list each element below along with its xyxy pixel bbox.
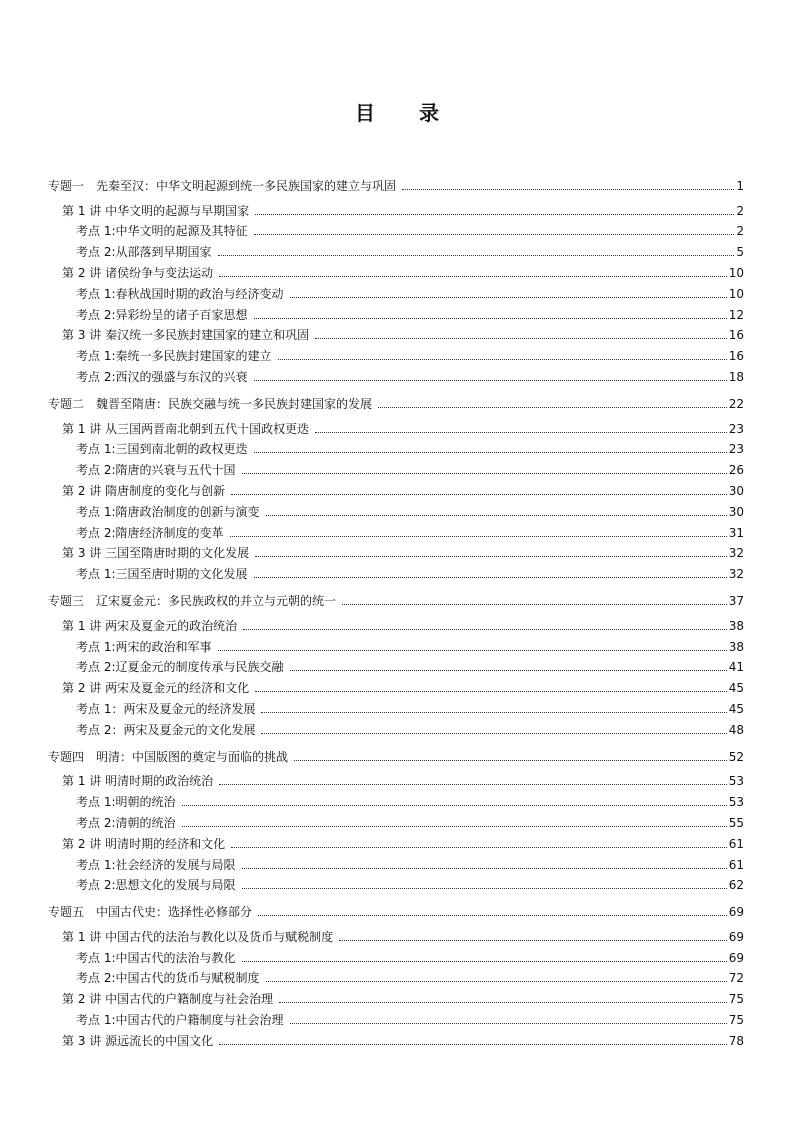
toc-entry-label: 考点 1:三国到南北朝的政权更迭 — [76, 442, 248, 457]
toc-entry-point[interactable] — [48, 695, 744, 716]
toc-entry-label: 专题四 明清：中国版图的奠定与面临的挑战 — [48, 749, 289, 764]
toc-dot-leader — [219, 1044, 727, 1045]
toc-dot-leader — [230, 536, 727, 537]
toc-entry-label: 专题二 魏晋至隋唐：民族交融与统一多民族封建国家的发展 — [48, 396, 373, 411]
toc-dot-leader — [294, 760, 727, 761]
toc-entry-page-number: 75 — [728, 1013, 744, 1028]
toc-entry-topic[interactable] — [48, 898, 744, 919]
toc-entry-page-number: 62 — [728, 878, 744, 893]
toc-dot-leader — [242, 888, 727, 889]
toc-dot-leader — [254, 234, 735, 235]
toc-entry-page-number: 32 — [728, 567, 744, 582]
toc-entry-label: 考点 1:秦统一多民族封建国家的建立 — [76, 349, 272, 364]
toc-dot-leader — [255, 691, 727, 692]
toc-entry-label: 考点 1：两宋及夏金元的经济发展 — [76, 701, 256, 716]
toc-entry-label: 第 3 讲 三国至隋唐时期的文化发展 — [62, 546, 250, 561]
toc-entry-page-number: 78 — [728, 1033, 744, 1048]
toc-entry-point[interactable] — [48, 436, 744, 457]
toc-entry-lecture[interactable] — [48, 197, 744, 218]
toc-entry-page-number: 45 — [728, 701, 744, 716]
toc-entry-lecture[interactable] — [48, 612, 744, 633]
title-char-2: 录 — [419, 101, 439, 125]
toc-entry-label: 考点 1:中华文明的起源及其特征 — [76, 224, 248, 239]
toc-dot-leader — [315, 432, 727, 433]
toc-entry-point[interactable] — [48, 301, 744, 322]
toc-entry-page-number: 48 — [728, 722, 744, 737]
toc-entry-page-number: 26 — [728, 463, 744, 478]
toc-entry-page-number: 30 — [728, 483, 744, 498]
toc-entry-point[interactable] — [48, 809, 744, 830]
toc-entry-lecture[interactable] — [48, 985, 744, 1006]
toc-entry-page-number: 32 — [728, 546, 744, 561]
toc-entry-lecture[interactable] — [48, 259, 744, 280]
toc-entry-page-number: 69 — [728, 929, 744, 944]
toc-dot-leader — [315, 338, 727, 339]
toc-entry-label: 第 2 讲 诸侯纷争与变法运动 — [62, 265, 214, 280]
toc-entry-label: 专题一 先秦至汉：中华文明起源到统一多民族国家的建立与巩固 — [48, 178, 397, 193]
toc-dot-leader — [254, 577, 727, 578]
toc-entry-page-number: 53 — [728, 774, 744, 789]
toc-entry-page-number: 23 — [728, 421, 744, 436]
toc-entry-lecture[interactable] — [48, 1027, 744, 1048]
toc-entry-page-number: 5 — [736, 245, 744, 260]
toc-entry-page-number: 16 — [728, 328, 744, 343]
toc-dot-leader — [342, 604, 727, 605]
toc-entry-label: 考点 2:西汉的强盛与东汉的兴衰 — [76, 369, 248, 384]
toc-entry-label: 考点 2:隋唐经济制度的变革 — [76, 525, 224, 540]
toc-entry-topic[interactable] — [48, 172, 744, 193]
toc-entry-page-number: 61 — [728, 836, 744, 851]
toc-entry-label: 考点 2：两宋及夏金元的文化发展 — [76, 722, 256, 737]
toc-entry-label: 专题五 中国古代史：选择性必修部分 — [48, 905, 253, 920]
toc-entry-page-number: 2 — [736, 224, 744, 239]
toc-entry-page-number: 23 — [728, 442, 744, 457]
toc-entry-page-number: 38 — [728, 639, 744, 654]
toc-entry-lecture[interactable] — [48, 322, 744, 343]
toc-dot-leader — [182, 826, 727, 827]
toc-entry-label: 考点 2:隋唐的兴衰与五代十国 — [76, 463, 236, 478]
page-title — [0, 97, 794, 126]
toc-dot-leader — [290, 1023, 727, 1024]
toc-entry-point[interactable] — [48, 342, 744, 363]
toc-dot-leader — [261, 712, 726, 713]
toc-entry-page-number: 10 — [728, 265, 744, 280]
toc-entry-label: 第 2 讲 明清时期的经济和文化 — [62, 836, 226, 851]
toc-entry-page-number: 12 — [728, 307, 744, 322]
toc-dot-leader — [339, 940, 727, 941]
toc-dot-leader — [402, 189, 734, 190]
toc-entry-page-number: 37 — [728, 593, 744, 608]
toc-entry-label: 专题三 辽宋夏金元：多民族政权的并立与元朝的统一 — [48, 593, 337, 608]
toc-entry-page-number: 75 — [728, 992, 744, 1007]
toc-entry-point[interactable] — [48, 519, 744, 540]
toc-entry-point[interactable] — [48, 280, 744, 301]
toc-entry-label: 第 1 讲 从三国两晋南北朝到五代十国政权更迭 — [62, 421, 310, 436]
toc-entry-label: 第 2 讲 两宋及夏金元的经济和文化 — [62, 681, 250, 696]
toc-dot-leader — [242, 961, 727, 962]
toc-entry-label: 考点 2:清朝的统治 — [76, 815, 176, 830]
toc-entry-label: 考点 2:异彩纷呈的诸子百家思想 — [76, 307, 248, 322]
toc-entry-label: 考点 1:三国至唐时期的文化发展 — [76, 567, 248, 582]
table-of-contents — [48, 172, 744, 1048]
toc-entry-point[interactable] — [48, 560, 744, 581]
toc-dot-leader — [255, 214, 734, 215]
toc-dot-leader — [231, 847, 727, 848]
toc-entry-page-number: 16 — [728, 349, 744, 364]
toc-dot-leader — [278, 359, 727, 360]
toc-entry-page-number: 1 — [736, 178, 744, 193]
toc-entry-label: 考点 2:思想文化的发展与局限 — [76, 878, 236, 893]
toc-entry-label: 第 2 讲 隋唐制度的变化与创新 — [62, 483, 226, 498]
toc-entry-label: 考点 1:社会经济的发展与局限 — [76, 857, 236, 872]
toc-entry-point[interactable] — [48, 238, 744, 259]
toc-entry-topic[interactable] — [48, 390, 744, 411]
toc-dot-leader — [218, 255, 735, 256]
toc-dot-leader — [261, 733, 726, 734]
toc-entry-topic[interactable] — [48, 587, 744, 608]
toc-entry-label: 第 3 讲 秦汉统一多民族封建国家的建立和巩固 — [62, 328, 310, 343]
toc-dot-leader — [243, 629, 727, 630]
toc-entry-point[interactable] — [48, 965, 744, 986]
toc-entry-lecture[interactable] — [48, 674, 744, 695]
toc-dot-leader — [231, 494, 727, 495]
toc-entry-label: 第 2 讲 中国古代的户籍制度与社会治理 — [62, 992, 274, 1007]
toc-entry-label: 考点 1:春秋战国时期的政治与经济变动 — [76, 286, 284, 301]
toc-dot-leader — [255, 556, 727, 557]
toc-entry-label: 考点 1:中国古代的法治与教化 — [76, 950, 236, 965]
toc-entry-page-number: 18 — [728, 369, 744, 384]
toc-dot-leader — [219, 784, 727, 785]
toc-dot-leader — [254, 452, 727, 453]
toc-dot-leader — [254, 318, 727, 319]
toc-dot-leader — [218, 650, 727, 651]
toc-entry-label: 考点 2:从部落到早期国家 — [76, 245, 212, 260]
toc-dot-leader — [378, 407, 727, 408]
toc-entry-page-number: 69 — [728, 950, 744, 965]
toc-entry-lecture[interactable] — [48, 923, 744, 944]
toc-entry-page-number: 61 — [728, 857, 744, 872]
toc-entry-label: 考点 1:明朝的统治 — [76, 795, 176, 810]
toc-dot-leader — [266, 515, 727, 516]
toc-entry-page-number: 69 — [728, 905, 744, 920]
toc-entry-label: 第 1 讲 中国古代的法治与教化以及货币与赋税制度 — [62, 929, 334, 944]
toc-entry-label: 考点 1:隋唐政治制度的创新与演变 — [76, 504, 260, 519]
toc-entry-topic[interactable] — [48, 743, 744, 764]
toc-entry-page-number: 52 — [728, 749, 744, 764]
toc-entry-page-number: 55 — [728, 815, 744, 830]
title-char-1: 目 — [355, 101, 375, 125]
toc-entry-lecture[interactable] — [48, 477, 744, 498]
toc-entry-point[interactable] — [48, 716, 744, 737]
toc-entry-label: 考点 2:中国古代的货币与赋税制度 — [76, 971, 260, 986]
toc-entry-point[interactable] — [48, 363, 744, 384]
toc-entry-page-number: 22 — [728, 396, 744, 411]
toc-entry-label: 第 1 讲 中华文明的起源与早期国家 — [62, 203, 250, 218]
toc-entry-label: 考点 1:中国古代的户籍制度与社会治理 — [76, 1013, 284, 1028]
toc-entry-point[interactable] — [48, 654, 744, 675]
toc-entry-point[interactable] — [48, 218, 744, 239]
toc-entry-label: 考点 2:辽夏金元的制度传承与民族交融 — [76, 660, 284, 675]
toc-entry-lecture[interactable] — [48, 768, 744, 789]
toc-entry-point[interactable] — [48, 633, 744, 654]
toc-entry-page-number: 2 — [736, 203, 744, 218]
toc-entry-lecture[interactable] — [48, 540, 744, 561]
toc-entry-point[interactable] — [48, 851, 744, 872]
toc-dot-leader — [242, 473, 727, 474]
toc-entry-page-number: 30 — [728, 504, 744, 519]
toc-entry-label: 考点 1:两宋的政治和军事 — [76, 639, 212, 654]
toc-dot-leader — [219, 276, 727, 277]
toc-entry-label: 第 1 讲 明清时期的政治统治 — [62, 774, 214, 789]
toc-entry-page-number: 38 — [728, 618, 744, 633]
toc-entry-page-number: 31 — [728, 525, 744, 540]
toc-entry-page-number: 45 — [728, 681, 744, 696]
toc-entry-page-number: 53 — [728, 795, 744, 810]
toc-entry-lecture[interactable] — [48, 415, 744, 436]
toc-entry-point[interactable] — [48, 944, 744, 965]
toc-dot-leader — [290, 670, 727, 671]
toc-entry-point[interactable] — [48, 872, 744, 893]
toc-dot-leader — [258, 915, 727, 916]
toc-dot-leader — [254, 380, 727, 381]
toc-dot-leader — [266, 981, 727, 982]
toc-entry-point[interactable] — [48, 456, 744, 477]
toc-dot-leader — [182, 805, 727, 806]
toc-entry-label: 第 3 讲 源远流长的中国文化 — [62, 1033, 214, 1048]
toc-dot-leader — [242, 868, 727, 869]
toc-entry-lecture[interactable] — [48, 830, 744, 851]
toc-entry-label: 第 1 讲 两宋及夏金元的政治统治 — [62, 618, 238, 633]
toc-entry-page-number: 41 — [728, 660, 744, 675]
toc-dot-leader — [279, 1002, 727, 1003]
toc-entry-point[interactable] — [48, 498, 744, 519]
toc-entry-point[interactable] — [48, 1006, 744, 1027]
toc-entry-page-number: 10 — [728, 286, 744, 301]
toc-dot-leader — [290, 297, 727, 298]
toc-entry-page-number: 72 — [728, 971, 744, 986]
toc-entry-point[interactable] — [48, 788, 744, 809]
